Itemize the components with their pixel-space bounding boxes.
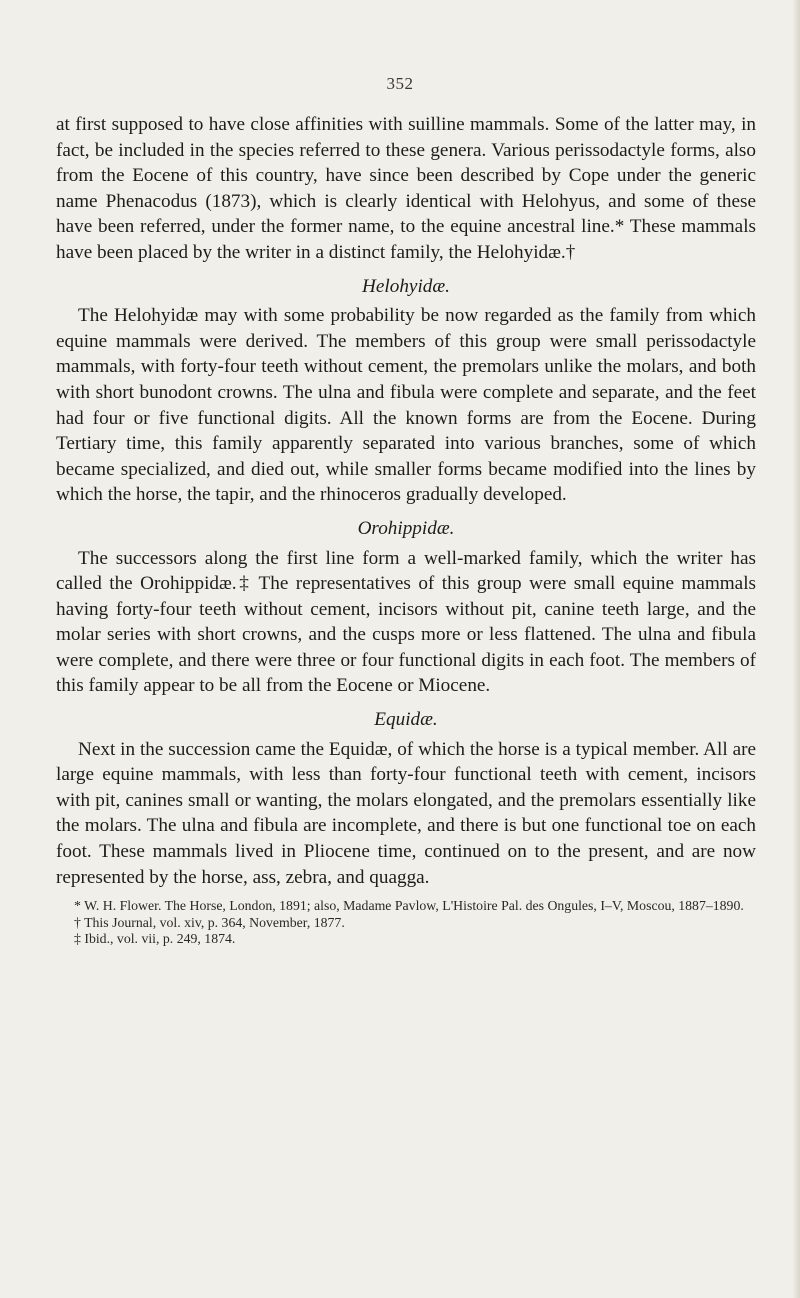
footnotes bbox=[56, 898, 756, 947]
heading-helohyidae: Helohyidæ. bbox=[362, 275, 450, 297]
text-block bbox=[56, 112, 756, 947]
page-number: 352 bbox=[386, 74, 414, 93]
paragraph-equidae: Next in the succession came the Equidæ, of which the horse is a typical member. All are large equine mammals, with less than forty-four functional teeth with cement, incisors with pit, canines small or wanting, the molars elongated, and the premolars essentially like the molars. The ulna and fibula are incomplete, and there is but one functional toe on each foot. These mammals lived in Pliocene time, continued on to the present, and are now represented by the horse, ass, zebra, and quagga. bbox=[56, 738, 756, 888]
footnote-double-dagger: ‡ Ibid., vol. vii, p. 249, 1874. bbox=[74, 931, 236, 947]
page-edge bbox=[792, 0, 800, 1298]
paragraph-orohippidae: The successors along the first line form a well-marked family, which the writer has called the Orohippidæ.‡ The representatives of this group were small equine mammals having forty-four teeth without cement, incisors without pit, canine teeth large, and the molar series with short crowns, and the cusps more or less flattened. The ulna and fibula were complete, and there were three or four functional digits in each foot. The members of this family appear to be all from the Eocene or Miocene. bbox=[56, 547, 756, 697]
footnote-dagger: † This Journal, vol. xiv, p. 364, November, 1877. bbox=[74, 914, 345, 930]
heading-orohippidae: Orohippidæ. bbox=[357, 517, 455, 539]
heading-equidae: Equidæ. bbox=[374, 709, 438, 731]
footnote-star: * W. H. Flower. The Horse, London, 1891; also, Madame Pavlow, L'Histoire Pal. des Ongules, I–V, Moscou, 1887–1890. bbox=[74, 898, 744, 914]
paragraph-helohyidae: The Helohyidæ may with some probability be now regarded as the family from which equine mammals were derived. The members of this group were small perissodactyle mammals, with forty-four teeth without cement, the premolars unlike the molars, and both with short bunodont crowns. The ulna and fibula were complete and separate, and the feet had four or five functional digits. All the known forms are from the Eocene. During Tertiary time, this family apparently separated into various branches, some of which became specialized, and died out, while smaller forms became modified into the lines by which the horse, the tapir, and the rhinoceros gradually developed. bbox=[56, 305, 756, 506]
paragraph-intro: at first supposed to have close affinities with suilline mammals. Some of the latter may, in fact, be included in the species referred to these genera. Various perissodactyle forms, also from the Eocene of this country, have since been described by Cope under the generic name Phenacodus (1873), which is clearly identical with Helohyus, and some of these have been referred, under the former name, to the equine ancestral line.* These mammals have been placed by the writer in a distinct family, the Helohyidæ.† bbox=[56, 114, 756, 263]
